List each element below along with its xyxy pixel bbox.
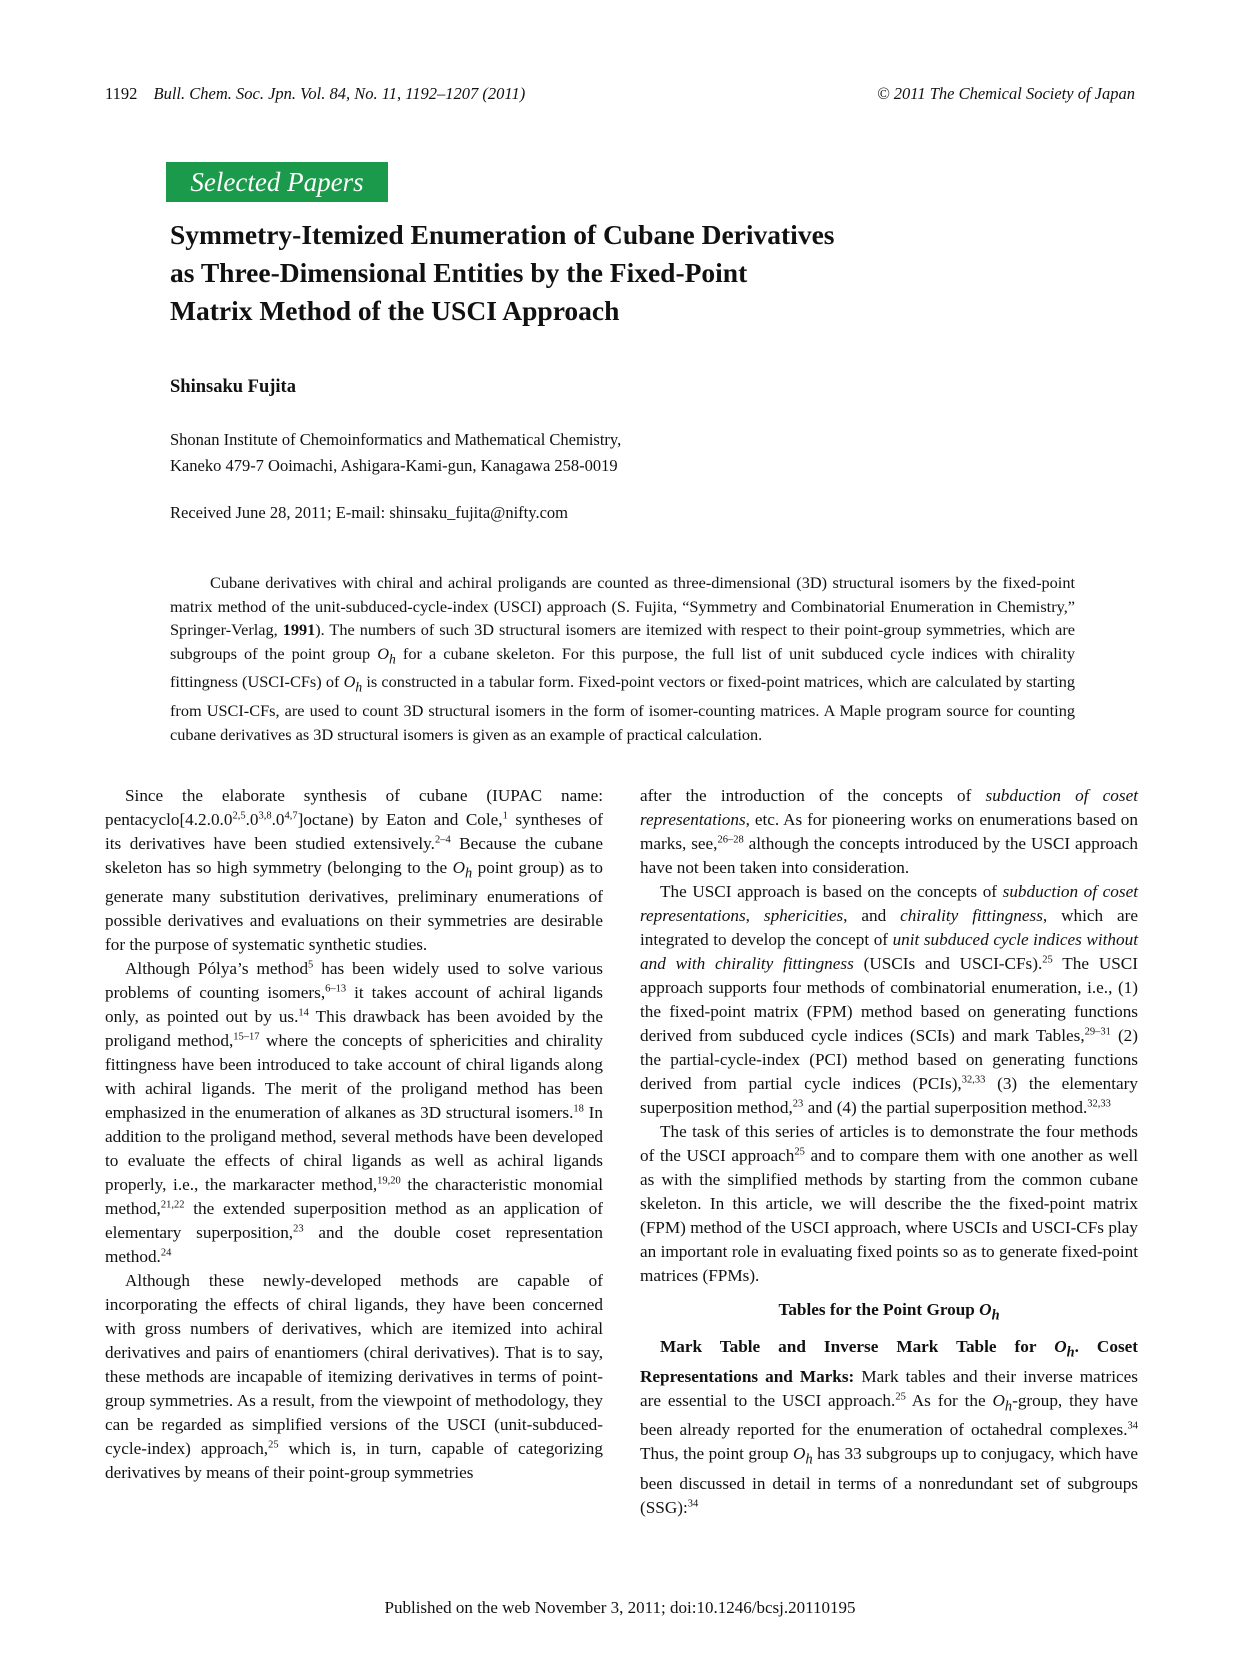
title-line: Matrix Method of the USCI Approach xyxy=(170,295,620,326)
received-and-email: Received June 28, 2011; E-mail: shinsaku_fujita@nifty.com xyxy=(170,503,568,522)
running-head xyxy=(105,82,1135,106)
section-badge: Selected Papers xyxy=(166,162,388,202)
body-column-left xyxy=(105,784,603,1485)
body-paragraph: Although these newly-developed methods are capable of incorporating the effects of chiral ligands, they have been concerned with gross numbers of derivatives, which are itemized into achiral derivatives and pairs of enantiomers (chiral derivatives). That is to say, these methods are incapable of itemizing derivatives in terms of point-group symmetries. As a result, from the viewpoint of methodology, they can be regarded as simplified versions of the USCI (unit-subduced-cycle-index) approach,$^{25}$ which is, in turn, capable of categorizing derivatives by means of their point-group symmetries xyxy=(105,1271,603,1483)
body-paragraph: The USCI approach is based on the concepts of subduction of coset representations, sphericities, and chirality fittingness, which are integrated to develop the concept of unit subduced cycle indices without and with chirality fittingness (USCIs and USCI-CFs).$^{25}$ The USCI approach supports four methods of combinatorial enumeration, i.e., (1) the fixed-point matrix (FPM) method based on generating functions derived from subduced cycle indices (SCIs) and mark Tables,$^{29-31}$ (2) the partial-cycle-index (PCI) method based on generating functions derived from partial cycle indices (PCIs),$^{32,33}$ (3) the elementary superposition method,$^{23}$ and (4) the partial superposition method.$^{32,33}$ xyxy=(640,882,1138,1117)
page-number: 1192 xyxy=(105,84,138,103)
body-paragraph: Since the elaborate synthesis of cubane (IUPAC name: pentacyclo[4.2.0.0$^{2,5}$.0$^{3,8}$.0$^{4,7}$]octane) by Eaton and Cole,$^1$ syntheses of its derivatives have been studied extensively.$^{2-4}$ Because the cubane skeleton has so high symmetry (belonging to the $O_h$ point group) as to generate many substitution derivatives, preliminary enumerations of possible derivatives and evaluations on their symmetries are desirable for the purpose of systematic synthetic studies. xyxy=(105,786,603,955)
body-paragraph: Mark Table and Inverse Mark Table for $O_h$. Coset Representations and Marks: Mark tables and their inverse matrices are essential to the USCI approach.$^{25}$ As for the $O_h$-group, they have been already reported for the enumeration of octahedral complexes.$^{34}$ Thus, the point group $O_h$ has 33 subgroups up to conjugacy, which have been discussed in detail in terms of a nonredundant set of subgroups (SSG):$^{34}$ xyxy=(640,1337,1139,1517)
title-line: Symmetry-Itemized Enumeration of Cubane Derivatives xyxy=(170,219,835,250)
body-paragraph: Although Pólya’s method$^5$ has been widely used to solve various problems of counting isomers,$^{6-13}$ it takes account of achiral ligands only, as pointed out by us.$^{14}$ This drawback has been avoided by the proligand method,$^{15-17}$ where the concepts of sphericities and chirality fittingness have been introduced to take account of chiral ligands along with achiral ligands. The merit of the proligand method has been emphasized in the enumeration of alkanes as 3D structural isomers.$^{18}$ In addition to the proligand method, several methods have been developed to evaluate the effects of chiral ligands as well as achiral ligands properly, i.e., the markaracter method,$^{19,20}$ the characteristic monomial method,$^{21,22}$ the extended superposition method as an application of elementary superposition,$^{23}$ and the double coset representation method.$^{24}$ xyxy=(105,959,604,1267)
journal-citation: Bull. Chem. Soc. Jpn. Vol. 84, No. 11, 1192–1207 (2011) xyxy=(153,84,526,103)
paper-title xyxy=(170,216,930,330)
body-paragraph: The task of this series of articles is to demonstrate the four methods of the USCI approach$^{25}$ and to compare them with one another as well as with the simplified methods by starting from the common cubane skeleton. In this article, we will describe the the fixed-point matrix (FPM) method of the USCI approach, where USCIs and USCI-CFs play an important role in evaluating fixed points so as to generate fixed-point matrices (FPMs). xyxy=(640,1122,1138,1285)
section-heading: Tables for the Point Group $O_h$ xyxy=(778,1300,1000,1324)
affiliation xyxy=(170,427,621,479)
copyright-notice: © 2011 The Chemical Society of Japan xyxy=(877,84,1135,103)
affiliation-line: Shonan Institute of Chemoinformatics and Mathematical Chemistry, xyxy=(170,430,622,449)
abstract-paragraph: Cubane derivatives with chiral and achiral proligands are counted as three-dimensional (3D) structural isomers by the fixed-point matrix method of the unit-subduced-cycle-index (USCI) approach (S. Fujita, “Symmetry and Combinatorial Enumeration in Chemistry,” Springer-Verlag, 1991). The numbers of such 3D structural isomers are itemized with respect to their point-group symmetries, which are subgroups of the point group $O_h$ for a cubane skeleton. For this purpose, the full list of unit subduced cycle indices with chirality fittingness (USCI-CFs) of $O_h$ is constructed in a tabular form. Fixed-point vectors or fixed-point matrices, which are calculated by starting from USCI-CFs, are used to count 3D structural isomers in the form of isomer-counting matrices. A Maple program source for counting cubane derivatives as 3D structural isomers is given as an example of practical calculation. xyxy=(170,573,1075,744)
publication-footer: Published on the web November 3, 2011; doi:10.1246/bcsj.20110195 xyxy=(384,1598,856,1617)
abstract xyxy=(170,571,1075,746)
author-name: Shinsaku Fujita xyxy=(170,377,296,397)
body-paragraph: after the introduction of the concepts of subduction of coset representations, etc. As for pioneering works on enumerations based on marks, see,$^{26-28}$ although the concepts introduced by the USCI approach have not been taken into consideration. xyxy=(640,786,1139,877)
title-line: as Three-Dimensional Entities by the Fixed-Point xyxy=(170,257,748,288)
body-column-right xyxy=(640,784,1138,1520)
affiliation-line: Kaneko 479-7 Ooimachi, Ashigara-Kami-gun, Kanagawa 258-0019 xyxy=(170,456,618,475)
